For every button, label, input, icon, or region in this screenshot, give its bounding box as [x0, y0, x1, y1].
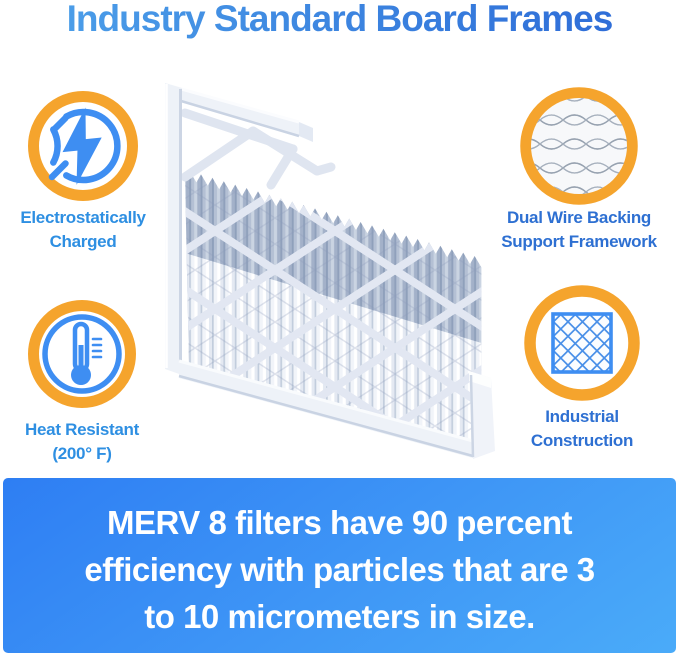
- feature-heat-resistant-line1: Heat Resistant: [25, 420, 139, 439]
- feature-wire-backing: [501, 84, 657, 251]
- air-filter-photo: [155, 75, 500, 465]
- feature-electrostatic: [20, 88, 146, 251]
- feature-industrial-line2: Construction: [530, 431, 634, 450]
- banner-line2: efficiency with particles that are 3: [84, 551, 595, 588]
- lightning-circle-icon: [25, 88, 141, 204]
- feature-electrostatic-line2: Charged: [49, 232, 117, 251]
- feature-wire-backing-line2: Support Framework: [501, 232, 657, 251]
- banner-line1: MERV 8 filters have 90 percent: [107, 504, 572, 541]
- info-banner: [3, 478, 676, 653]
- feature-wire-backing-line1: Dual Wire Backing: [506, 208, 651, 227]
- wire-mesh-icon: [517, 84, 641, 208]
- lattice-square-icon: [521, 282, 643, 404]
- feature-industrial-line1: Industrial: [545, 407, 619, 426]
- feature-industrial: [521, 282, 643, 450]
- banner-line3: to 10 micrometers in size.: [144, 598, 535, 635]
- feature-heat-resistant-line2: (200° F): [52, 444, 112, 463]
- thermometer-icon: [25, 297, 139, 411]
- feature-heat-resistant: [25, 297, 139, 463]
- banner-text: [3, 499, 676, 640]
- feature-electrostatic-line1: Electrostatically: [20, 208, 146, 227]
- page-title: Industry Standard Board Frames: [0, 0, 679, 46]
